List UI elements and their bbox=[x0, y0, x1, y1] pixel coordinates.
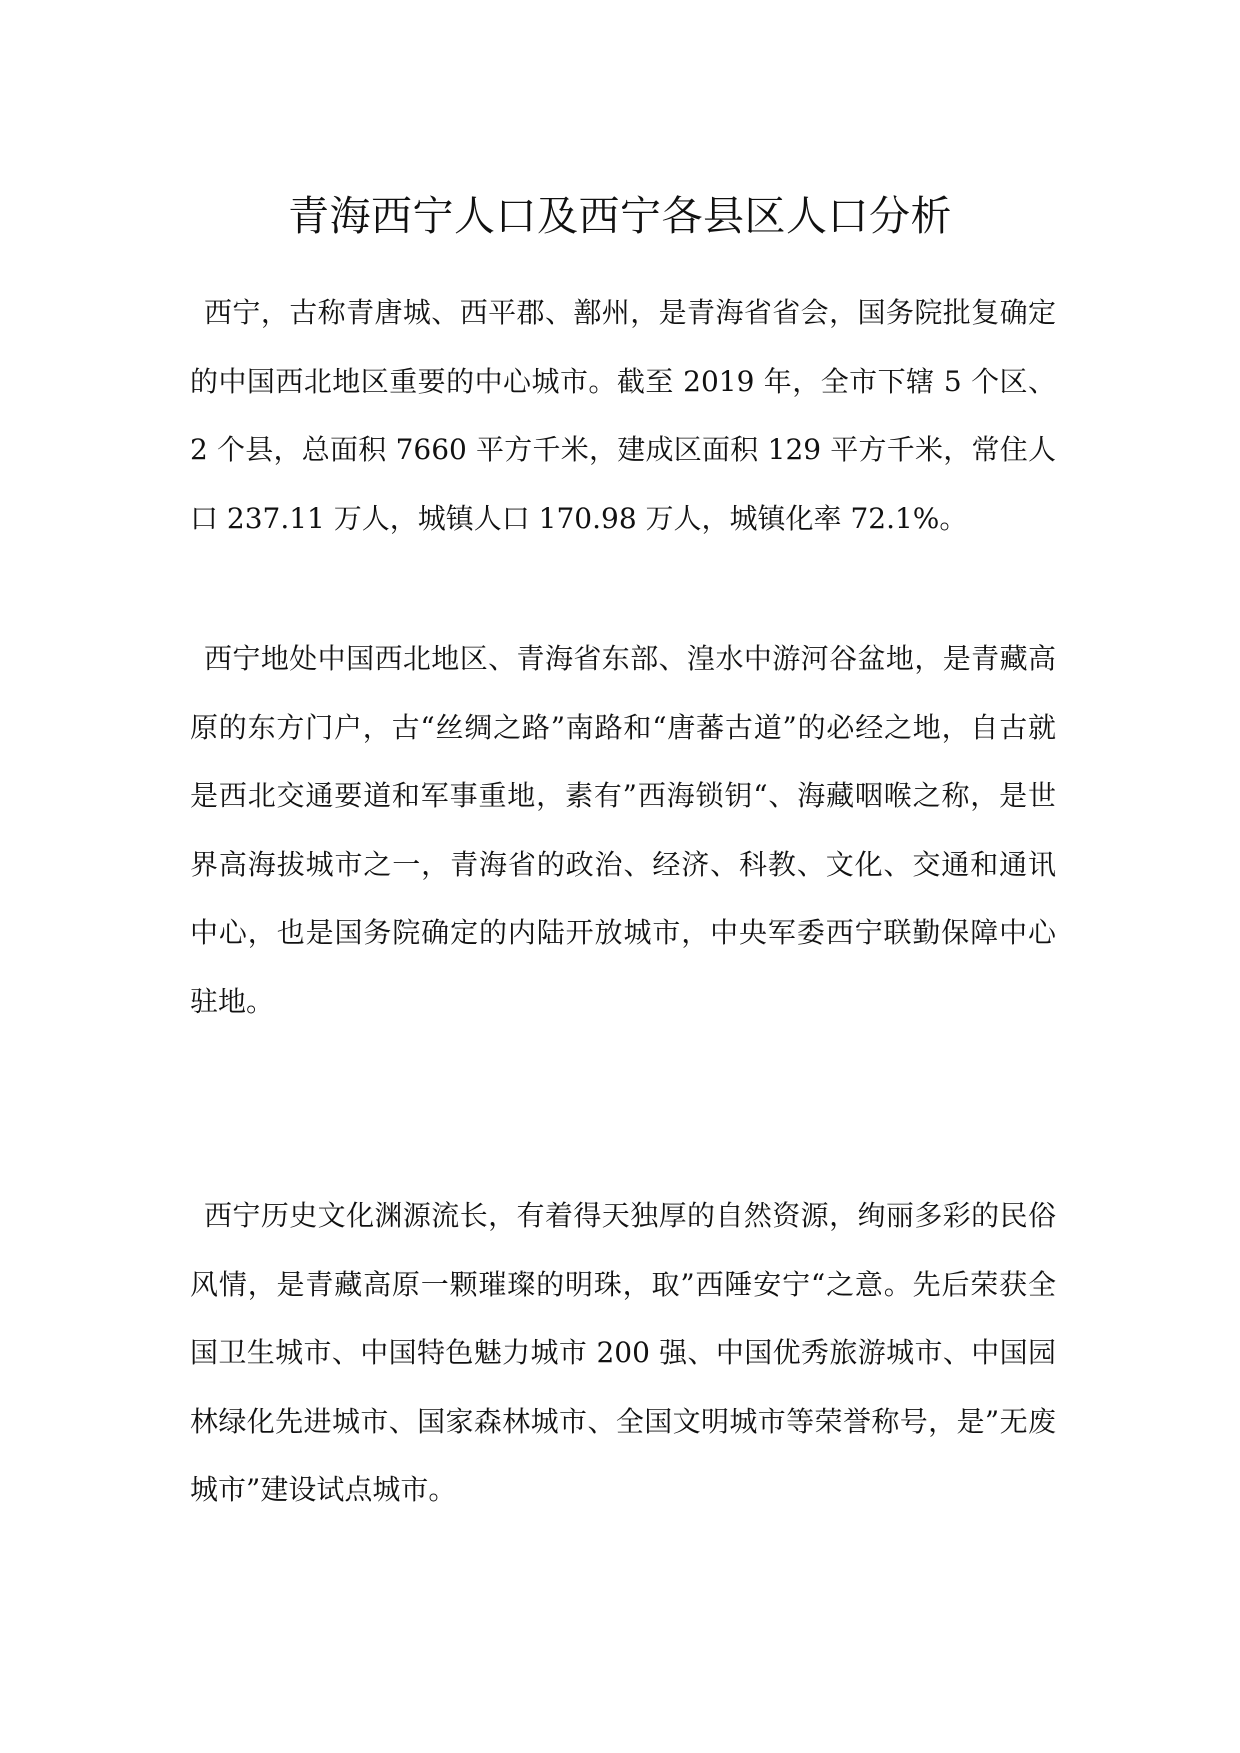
paragraph-culture: 西宁历史文化渊源流长，有着得天独厚的自然资源，绚丽多彩的民俗风情，是青藏高原一颗璀璨的明珠，取”西陲安宁“之意。先后荣获全国卫生城市、中国特色魅力城市 200 强、中国优秀旅游城市、中国园林绿化先进城市、国家森林城市、全国文明城市等荣誉称号，是”无废城市”建设试点城市。 bbox=[190, 1199, 1056, 1506]
paragraph-intro: 西宁，古称青唐城、西平郡、鄯州，是青海省省会，国务院批复确定的中国西北地区重要的中心城市。截至 2019 年，全市下辖 5 个区、2 个县，总面积 7660 平方千米，建成区面积 129 平方千米，常住人口 237.11 万人，城镇人口 170.98 万人，城镇化率 72.1%。 bbox=[190, 296, 1056, 535]
page-title: 青海西宁人口及西宁各县区人口分析 bbox=[288, 192, 952, 240]
paragraph-geography: 西宁地处中国西北地区、青海省东部、湟水中游河谷盆地，是青藏高原的东方门户，古“丝绸之路”南路和“唐蕃古道”的必经之地，自古就是西北交通要道和军事重地，素有”西海锁钥“、海藏咽喉之称，是世界高海拔城市之一，青海省的政治、经济、科教、文化、交通和通讯中心，也是国务院确定的内陆开放城市，中央军委西宁联勤保障中心驻地。 bbox=[190, 642, 1056, 1018]
